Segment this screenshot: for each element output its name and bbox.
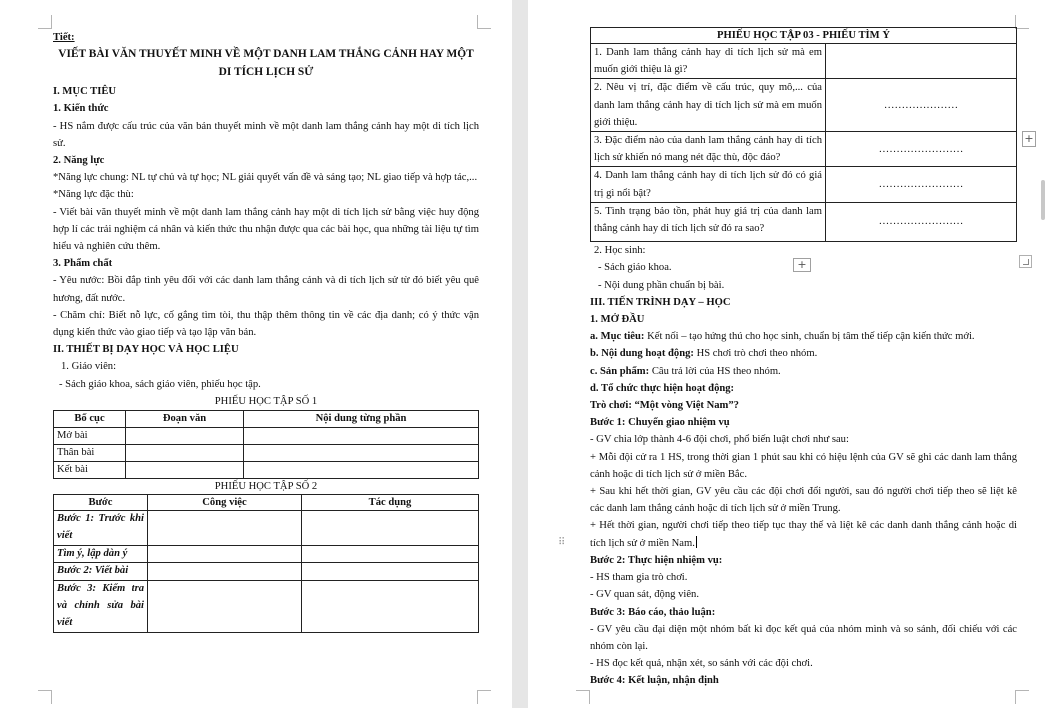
step-2-heading: Bước 2: Thực hiện nhiệm vụ: [590,554,723,566]
vertical-scrollbar[interactable] [1041,180,1045,220]
para-hoc-sinh-1: - Sách giáo khoa. [598,262,672,274]
answer-cell[interactable]: …………………… [826,167,1017,202]
step-3-line-2: - HS đọc kết quả, nhận xét, so sánh với các đội chơi. [590,658,813,670]
label-san-pham: c. Sản phẩm: [590,365,650,377]
pht2-table[interactable] [53,494,479,633]
heading-mo-dau: 1. MỞ ĐẦU [590,314,645,326]
table-cell: 1. Danh lam thắng cảnh hay di tích lịch sử mà em muốn giới thiệu là gì? [591,44,826,79]
table-cell: 2. Nêu vị trí, đặc điểm về cấu trúc, quy mô,... của danh lam thắng cảnh hay di tích lịch sử mà em muốn giới thiệu. [591,79,826,132]
para-yeu-nuoc: - Yêu nước: Bồi đắp tình yêu đối với các danh lam thắng cảnh và di tích lịch sử từ đó biết yêu quê hương, đất nước. [53,275,479,304]
table-cell: 4. Danh lam thắng cảnh hay di tích lịch sử đó có giá trị gì nổi bật? [591,167,826,202]
pht2-title: PHIẾU HỌC TẬP SỐ 2 [214,481,318,493]
table-cell-empty[interactable] [126,428,244,445]
margin-mark-top-right [477,15,491,29]
heading-tien-trinh: III. TIẾN TRÌNH DẠY – HỌC [590,296,731,308]
margin-mark-top-left [38,15,52,29]
table-cell: 3. Đặc điểm nào của danh lam thắng cảnh hay di tích lịch sử khiến nó mang nét đặc thù, độc đáo? [591,132,826,167]
table-header-row [591,28,1017,44]
para-cham-chi: - Chăm chỉ: Biết nỗ lực, cố gắng tìm tòi, thu thập thêm thông tin về các địa danh; có ý thức vận dụng kiến thức vào giao tiếp và tạo lập văn bản. [53,309,479,339]
table-row [591,44,1017,79]
table-cell-empty[interactable] [244,445,479,462]
label-noi-dung: b. Nội dung hoạt động: [590,348,694,360]
table-header-cell: Đoạn văn [126,411,244,428]
table-row [591,202,1017,241]
answer-cell[interactable]: …………………… [826,132,1017,167]
add-row-plus-icon[interactable]: + [793,258,811,272]
margin-mark-bottom-right [1015,690,1029,704]
table-cell-empty[interactable] [148,581,302,632]
table-cell: Bước 3: Kiểm tra và chỉnh sửa bài viết [54,581,148,632]
table-cell: Bước 2: Viết bài [54,563,148,581]
table-cell-empty[interactable] [148,511,302,546]
table-cell-empty[interactable] [302,581,479,632]
table-cell-empty[interactable] [302,563,479,581]
table-cell-empty[interactable] [126,462,244,479]
pht3-table[interactable] [590,27,1017,242]
para-nang-luc-chung: *Năng lực chung: NL tự chủ và tự học; NL giải quyết vấn đề và sáng tạo; NL giao tiếp và hợp tác,... [53,172,478,184]
text-noi-dung: HS chơi trò chơi theo nhóm. [696,348,818,360]
table-cell: Thân bài [54,445,126,462]
table-row [591,79,1017,132]
text-muc-tieu: Kết nối – tạo hứng thú cho học sinh, chuẩn bị tâm thế tiếp cận kiến thức mới. [647,331,975,343]
pht1-title: PHIẾU HỌC TẬP SỐ 1 [214,395,318,407]
add-column-plus-icon[interactable]: + [1022,131,1036,147]
lesson-number: Tiết: [53,32,75,43]
step-1-line-4: + Hết thời gian, người chơi tiếp theo tiếp tục thay thế và liệt kê các danh danh thắng cảnh hoặc di tích lịch sử ở miền Nam. [590,520,1017,549]
table-cell: 5. Tình trạng bảo tồn, phát huy giá trị của danh lam thắng cảnh hay di tích lịch sử đó ra sao? [591,202,826,241]
right-page-body[interactable] [590,27,1017,690]
table-row [54,511,479,546]
table-header-cell: Công việc [148,495,302,511]
table-row [591,167,1017,202]
heading-pham-chat: 3. Phẩm chất [53,258,113,270]
game-title: Trò chơi: “Một vòng Việt Nam”? [590,400,739,412]
heading-nang-luc: 2. Năng lực [53,155,105,167]
heading-muc-tieu: I. MỤC TIÊU [53,86,117,98]
table-row [54,462,479,479]
table-cell: Bước 1: Trước khi viết [54,511,148,546]
table-header-cell: PHIẾU HỌC TẬP 03 - PHIẾU TÌM Ý [591,28,1017,44]
para-kien-thuc: - HS nắm được cấu trúc của văn bản thuyết minh về một danh lam thắng cảnh hay một di tích lịch sử. [53,120,479,149]
table-cell-empty[interactable] [302,511,479,546]
table-cell-empty[interactable] [126,445,244,462]
table-cell-empty[interactable] [244,428,479,445]
table-header-row [54,411,479,428]
table-resize-handle-icon[interactable] [1019,255,1032,268]
table-header-cell: Bước [54,495,148,511]
table-row [591,132,1017,167]
answer-cell[interactable] [826,44,1017,79]
table-cell: Kết bài [54,462,126,479]
heading-thiet-bi: II. THIẾT BỊ DẠY HỌC VÀ HỌC LIỆU [53,344,239,356]
heading-kien-thuc: 1. Kiến thức [53,103,109,115]
table-header-cell: Bố cục [54,411,126,428]
table-row [54,445,479,462]
para-nang-luc-dac-thu: - Viết bài văn thuyết minh về một danh lam thắng cảnh hay một di tích lịch sử bằng việc huy động hợp lí các trải nghiệm cá nhân và kiến thức thu nhận được qua các bài học, qua những tài liệu tự tìm hiểu và nghiên cứu thêm. [53,206,479,253]
margin-mark-bottom-left [576,690,590,704]
step-2-line-2: - GV quan sát, động viên. [590,589,699,601]
margin-mark-bottom-left [38,690,52,704]
para-giao-vien-text: - Sách giáo khoa, sách giáo viên, phiếu học tập. [59,378,261,390]
table-row [54,581,479,632]
margin-mark-top-right [1015,15,1029,29]
text-cursor [696,536,698,548]
table-header-cell: Nội dung từng phần [244,411,479,428]
step-2-line-1: - HS tham gia trò chơi. [590,572,688,584]
step-4-heading: Bước 4: Kết luận, nhận định [590,675,719,687]
table-cell: Tìm ý, lập dàn ý [54,545,148,563]
document-page-right [528,0,1045,708]
table-header-row [54,495,479,511]
pht1-table[interactable] [53,410,479,479]
para-nang-luc-dac-thu-label: *Năng lực đặc thù: [53,189,134,201]
step-3-heading: Bước 3: Báo cáo, thảo luận: [590,606,716,618]
step-1-line-1: - GV chia lớp thành 4-6 đội chơi, phổ biến luật chơi như sau: [590,434,849,446]
document-page-left [0,0,512,708]
table-cell-empty[interactable] [148,545,302,563]
table-row [54,563,479,581]
para-hoc-sinh-2: - Nội dung phần chuẩn bị bài. [598,279,725,291]
table-cell-empty[interactable] [148,563,302,581]
drag-handle-icon[interactable]: ⠿ [558,537,567,548]
step-1-line-3: + Sau khi hết thời gian, GV yêu cầu các đội chơi đổi người, sau đó người chơi tiếp theo sẽ liệt kê các danh lam thắng cảnh hoặc di tích lịch sử ở miền Trung. [590,486,1017,515]
label-to-chuc: d. Tổ chức thực hiện hoạt động: [590,382,735,394]
para-giao-vien: 1. Giáo viên: [61,361,117,373]
left-page-body[interactable] [53,29,479,633]
margin-mark-bottom-right [477,690,491,704]
para-hoc-sinh: 2. Học sinh: [594,245,646,257]
label-muc-tieu: a. Mục tiêu: [590,331,645,343]
step-1-heading: Bước 1: Chuyển giao nhiệm vụ [590,417,730,429]
lesson-title: VIẾT BÀI VĂN THUYẾT MINH VỀ MỘT DANH LAM THẮNG CẢNH HAY MỘT DI TÍCH LỊCH SỬ [58,48,474,78]
text-san-pham: Câu trả lời của HS theo nhóm. [651,365,781,377]
answer-cell[interactable]: …………………… [826,202,1017,241]
table-row [54,545,479,563]
table-row [54,428,479,445]
table-cell: Mở bài [54,428,126,445]
step-1-line-2: + Mỗi đội cử ra 1 HS, trong thời gian 1 phút sau khi có hiệu lệnh của GV sẽ ghi các danh lam thắng cảnh hoặc di tích lịch sử ở miền Bắc. [590,451,1017,480]
step-3-line-1: - GV yêu cầu đại diện một nhóm bất kì đọc kết quả của nhóm mình và so sánh, đối chiếu với các nhóm còn lại. [590,623,1017,652]
table-cell-empty[interactable] [244,462,479,479]
answer-cell[interactable]: ………………… [826,79,1017,132]
table-cell-empty[interactable] [302,545,479,563]
table-header-cell: Tác dụng [302,495,479,511]
